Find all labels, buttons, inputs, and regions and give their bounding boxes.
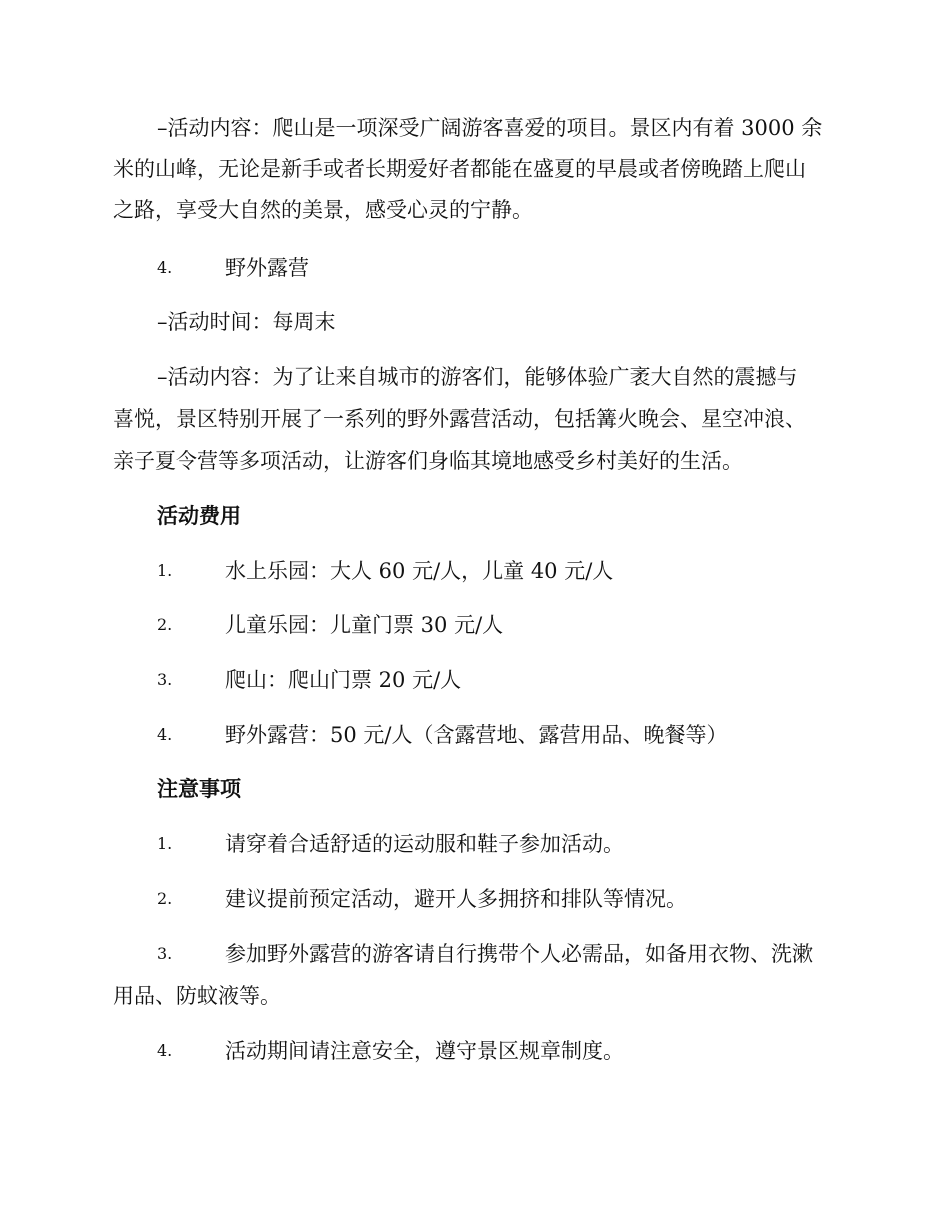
note-item-number: 2. xyxy=(157,889,173,908)
fee-item-number: 3. xyxy=(157,670,173,689)
camping-time: –活动时间：每周末 xyxy=(157,310,336,334)
note-item-number: 1. xyxy=(157,834,173,853)
camping-content-line-3: 亲子夏令营等多项活动，让游客们身临其境地感受乡村美好的生活。 xyxy=(113,449,743,473)
climbing-content-line-3: 之路，享受大自然的美景，感受心灵的宁静。 xyxy=(113,198,533,222)
note-item-number: 3. xyxy=(157,944,173,963)
notes-heading: 注意事项 xyxy=(157,777,241,801)
fee-item-text: 儿童乐园：儿童门票 30 元/人 xyxy=(225,613,504,637)
note-item-text: 建议提前预定活动，避开人多拥挤和排队等情况。 xyxy=(225,887,687,911)
note-item-text: 请穿着合适舒适的运动服和鞋子参加活动。 xyxy=(225,832,624,856)
fee-item-number: 2. xyxy=(157,615,173,634)
fee-item-number: 4. xyxy=(157,725,173,744)
camping-number: 4. xyxy=(157,258,173,277)
note-item-text: 参加野外露营的游客请自行携带个人必需品，如备用衣物、洗漱 xyxy=(225,942,813,966)
fee-item-text: 爬山：爬山门票 20 元/人 xyxy=(225,668,462,692)
fees-heading: 活动费用 xyxy=(157,504,241,528)
camping-content-line-1: –活动内容：为了让来自城市的游客们，能够体验广袤大自然的震撼与 xyxy=(157,365,798,389)
note-item-number: 4. xyxy=(157,1041,173,1060)
climbing-content-line-2: 米的山峰，无论是新手或者长期爱好者都能在盛夏的早晨或者傍晚踏上爬山 xyxy=(113,157,806,181)
note-item-text: 活动期间请注意安全，遵守景区规章制度。 xyxy=(225,1039,624,1063)
climbing-content-line-1: –活动内容：爬山是一项深受广阔游客喜爱的项目。景区内有着 3000 余 xyxy=(157,116,823,140)
note-item-continuation: 用品、防蚊液等。 xyxy=(113,984,281,1008)
camping-content-line-2: 喜悦，景区特别开展了一系列的野外露营活动，包括篝火晚会、星空冲浪、 xyxy=(113,407,806,431)
camping-title: 野外露营 xyxy=(225,256,309,280)
fee-item-number: 1. xyxy=(157,561,173,580)
fee-item-text: 野外露营：50 元/人（含露营地、露营用品、晚餐等） xyxy=(225,723,728,747)
fee-item-text: 水上乐园：大人 60 元/人，儿童 40 元/人 xyxy=(225,559,614,583)
